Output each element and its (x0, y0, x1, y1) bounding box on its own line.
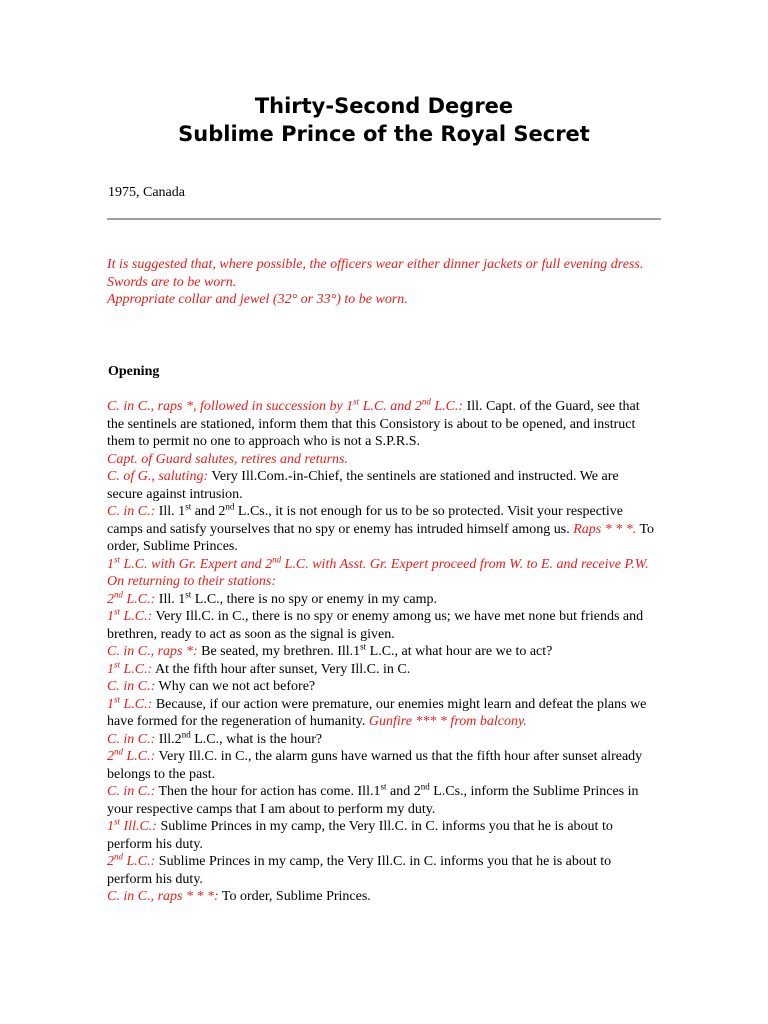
intro-note: Swords are to be worn. (107, 274, 237, 290)
script-paragraph (107, 588, 655, 609)
stage-direction: 2 (107, 749, 114, 764)
stage-direction: C. in C.: (107, 504, 156, 519)
script-paragraph (107, 503, 655, 556)
spoken-text: Because, if our action were premature, our enemies might learn and defeat the plans we have formed for the regeneration of humanity. (107, 696, 647, 729)
stage-direction: L.C.: (430, 399, 464, 414)
stage-direction: st (114, 553, 121, 564)
spoken-text: Why can we not act before? (155, 679, 316, 694)
intro-note: Appropriate collar and jewel (32° or 33°) to be worn. (107, 292, 408, 307)
stage-direction: nd (114, 588, 123, 599)
spoken-text: L.Cs., inform the Sublime Princes in your respective camps that I am about to perform my duty. (107, 784, 639, 817)
stage-direction: C. in C.: (107, 731, 156, 747)
spoken-text: L.C., there is no spy or enemy in my camp. (191, 591, 437, 607)
spoken-text: To order, Sublime Princes. (218, 889, 371, 904)
spoken-text: L.Cs., it is not enough for us to be so protected. Visit your respective camps and satisfy yourselves that no spy or enemy has intruded himself among us. (107, 504, 623, 537)
stage-direction: 1 (107, 661, 114, 677)
stage-direction: nd (114, 851, 123, 862)
spoken-text: st (360, 641, 367, 652)
subtitle: 1975, Canada (108, 185, 185, 200)
stage-direction: nd (272, 553, 282, 564)
intro-notes (107, 256, 655, 309)
spoken-text: Very Ill.C. in C., the alarm guns have warned us that the fifth hour after sunset already belongs to the past. (107, 749, 643, 782)
stage-direction: L.C. with Gr. Expert and 2 (120, 556, 273, 572)
stage-direction: 1 (107, 609, 114, 624)
stage-direction: 1 (107, 556, 114, 572)
script-paragraph (107, 398, 655, 451)
stage-direction: C. in C., raps *: (107, 644, 198, 659)
spoken-text: Sublime Princes in my camp, the Very Ill.C. in C. informs you that he is about to perform his duty. (107, 819, 613, 852)
spoken-text: Ill. 1 (155, 591, 186, 607)
spoken-text: Be seated, my brethren. Ill.1 (197, 644, 361, 659)
spoken-text: st (185, 588, 192, 599)
script-paragraph (107, 693, 655, 731)
spoken-text: L.C., what is the hour? (190, 731, 323, 747)
script-paragraph (107, 783, 655, 818)
script-paragraph (107, 818, 655, 853)
stage-direction: nd (114, 746, 123, 757)
stage-direction: C. of G., saluting: (107, 469, 209, 484)
stage-direction: st (114, 606, 121, 617)
spoken-text: L.C., at what hour are we to act? (366, 644, 553, 659)
stage-direction: 2 (107, 854, 114, 869)
script-paragraph (107, 728, 655, 749)
stage-direction: st (114, 693, 121, 704)
script-paragraph (107, 678, 655, 696)
stage-direction: 1 (107, 819, 114, 834)
stage-direction: Capt. of Guard salutes, retires and returns. (107, 451, 348, 467)
spoken-text: Very Ill.Com.-in-Chief, the sentinels are stationed and instructed. We are secure against intrusion. (107, 469, 619, 502)
section-heading: Opening (108, 364, 160, 379)
stage-direction: st (353, 396, 360, 407)
spoken-text: Ill. 1 (155, 504, 186, 519)
spoken-text: Very Ill.C. in C., there is no spy or enemy among us; we have met none but friends and brethren, ready to act as soon as the signal is given. (107, 609, 644, 642)
stage-direction: L.C.: (120, 661, 153, 677)
stage-direction: Gunfire *** * from balcony. (368, 714, 527, 729)
spoken-text: Ill.2 (155, 731, 182, 747)
page-title-line1: Thirty-Second Degree (254, 94, 514, 118)
stage-direction: L.C.: (123, 749, 156, 764)
spoken-text: Sublime Princes in my camp, the Very Ill.C. in C. informs you that he is about to perform his duty. (107, 854, 612, 887)
script-paragraph (107, 451, 655, 469)
spoken-text: nd (181, 728, 191, 739)
stage-direction: C. in C., raps * * *: (107, 889, 219, 904)
script-paragraph (107, 888, 655, 906)
script-paragraph (107, 853, 655, 888)
stage-direction: st (114, 816, 121, 827)
spoken-text: nd (420, 781, 430, 792)
spoken-text: At the fifth hour after sunset, Very Ill.C. in C. (152, 661, 411, 677)
stage-direction: L.C.: (123, 591, 156, 607)
stage-direction: L.C.: (120, 609, 153, 624)
script-paragraph (107, 468, 655, 503)
spoken-text: Ill. Capt. of the Guard, see that the sentinels are stationed, inform them that this Consistory is about to be opened, and instruct them to permit no one to approach who is not a S.P.R.S. (107, 399, 640, 449)
stage-direction: C. in C.: (107, 679, 156, 694)
spoken-text: and 2 (386, 784, 421, 799)
script-paragraph (107, 608, 655, 643)
stage-direction: C. in C.: (107, 784, 156, 799)
stage-direction: nd (421, 396, 431, 407)
spoken-text: and 2 (191, 504, 226, 519)
stage-direction: L.C. and 2 (359, 399, 422, 414)
stage-direction: L.C. with Asst. Gr. Expert proceed from W. to E. and receive P.W. On returning to their stations: (107, 556, 649, 589)
spoken-text: To order, Sublime Princes. (107, 521, 655, 554)
script-paragraph (107, 553, 655, 591)
spoken-text: st (380, 781, 387, 792)
page-title-line2: Sublime Prince of the Royal Secret (178, 122, 590, 146)
stage-direction: 2 (107, 591, 114, 607)
spoken-text: Then the hour for action has come. Ill.1 (155, 784, 381, 799)
ritual-text (107, 398, 655, 906)
stage-direction: Ill.C.: (120, 819, 157, 834)
spoken-text: st (185, 501, 192, 512)
stage-direction: L.C.: (123, 854, 156, 869)
stage-direction: Raps * * *. (573, 521, 637, 537)
stage-direction: L.C.: (120, 696, 153, 712)
script-paragraph (107, 658, 655, 679)
horizontal-rule (107, 218, 661, 220)
stage-direction: st (114, 658, 121, 669)
stage-direction: C. in C., raps *, followed in succession by 1 (107, 399, 354, 414)
intro-note: It is suggested that, where possible, the officers wear either dinner jackets or full evening dress. (107, 257, 644, 272)
script-paragraph (107, 748, 655, 783)
spoken-text: nd (225, 501, 235, 512)
stage-direction: 1 (107, 696, 114, 712)
script-paragraph (107, 643, 655, 661)
